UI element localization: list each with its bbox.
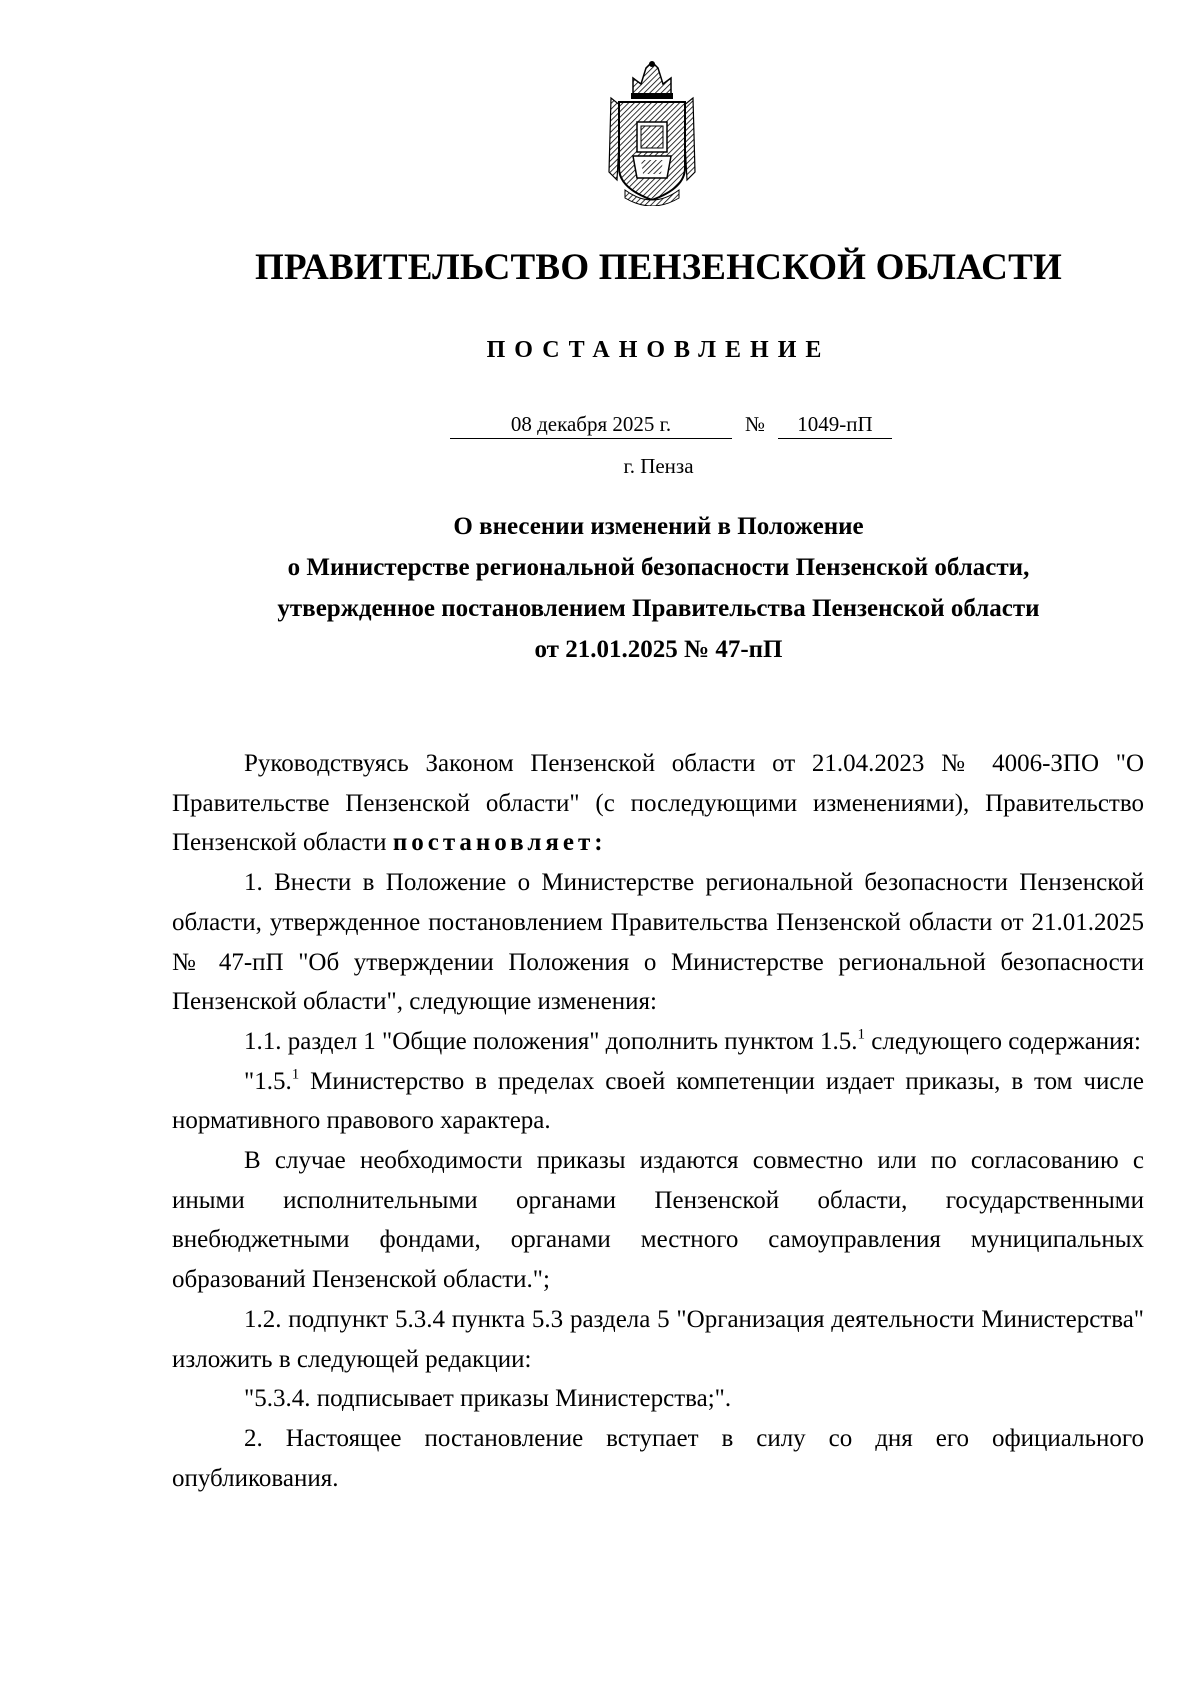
item-1-paragraph: 1. Внести в Положение о Министерстве региональной безопасности Пензенской области, утвержденное постановлением Правительства Пензенской области от 21.01.2025 № 47-пП "Об утверждении Положения о Министерстве региональной безопасности Пензенской области", следующие изменения: — [172, 869, 1144, 1016]
quote-1-text-end: Министерство в пределах своей компетенции издает приказы, в том числе нормативного правового характера. — [172, 1067, 1144, 1135]
coat-of-arms-icon — [603, 60, 701, 206]
quote-1-continuation-paragraph: В случае необходимости приказы издаются совместно или по согласованию с иными исполнительными органами Пензенской области, государственными внебюджетными фондами, органами местного самоуправления муниципальных образований Пензенской области."; — [172, 1147, 1144, 1294]
item-1-1-text-end: следующего содержания: — [865, 1027, 1141, 1055]
document-body — [172, 744, 1144, 1498]
organization-title: ПРАВИТЕЛЬСТВО ПЕНЗЕНСКОЙ ОБЛАСТИ — [255, 247, 1062, 288]
document-subject — [170, 506, 1147, 670]
document-number: 1049-пП — [778, 410, 892, 439]
quote-2-paragraph: "5.3.4. подписывает приказы Министерства;". — [244, 1385, 732, 1413]
superscript: 1 — [291, 1066, 300, 1083]
resolves-word: постановляет: — [392, 829, 607, 857]
number-sign: № — [744, 412, 766, 436]
document-type-heading: ПОСТАНОВЛЕНИЕ — [486, 337, 831, 363]
item-2-paragraph: 2. Настоящее постановление вступает в силу со дня его официального опубликования. — [172, 1424, 1144, 1492]
document-date: 08 декабря 2025 г. — [450, 410, 732, 439]
document-city: г. Пенза — [623, 454, 694, 478]
preamble-text: Руководствуясь Законом Пензенской области от 21.04.2023 № 4006-ЗПО "О Правительстве Пензенской области" (с последующими изменениями), Правительство Пензенской области — [172, 750, 1144, 857]
item-1-1-text: 1.1. раздел 1 "Общие положения" дополнить пунктом 1.5. — [244, 1027, 858, 1055]
preamble-paragraph — [172, 744, 1144, 863]
subject-line: о Министерстве региональной безопасности Пензенской области, — [287, 554, 1030, 581]
quote-1-paragraph — [172, 1062, 1144, 1141]
item-1-2-paragraph: 1.2. подпункт 5.3.4 пункта 5.3 раздела 5 "Организация деятельности Министерства" изложить в следующей редакции: — [172, 1305, 1144, 1373]
superscript: 1 — [857, 1026, 866, 1043]
subject-line: от 21.01.2025 № 47-пП — [534, 636, 783, 663]
item-1-1-paragraph — [172, 1022, 1144, 1062]
subject-line: утвержденное постановлением Правительства Пензенской области — [277, 595, 1040, 622]
quote-1-text: "1.5. — [244, 1067, 292, 1095]
subject-line: О внесении изменений в Положение — [453, 513, 864, 540]
